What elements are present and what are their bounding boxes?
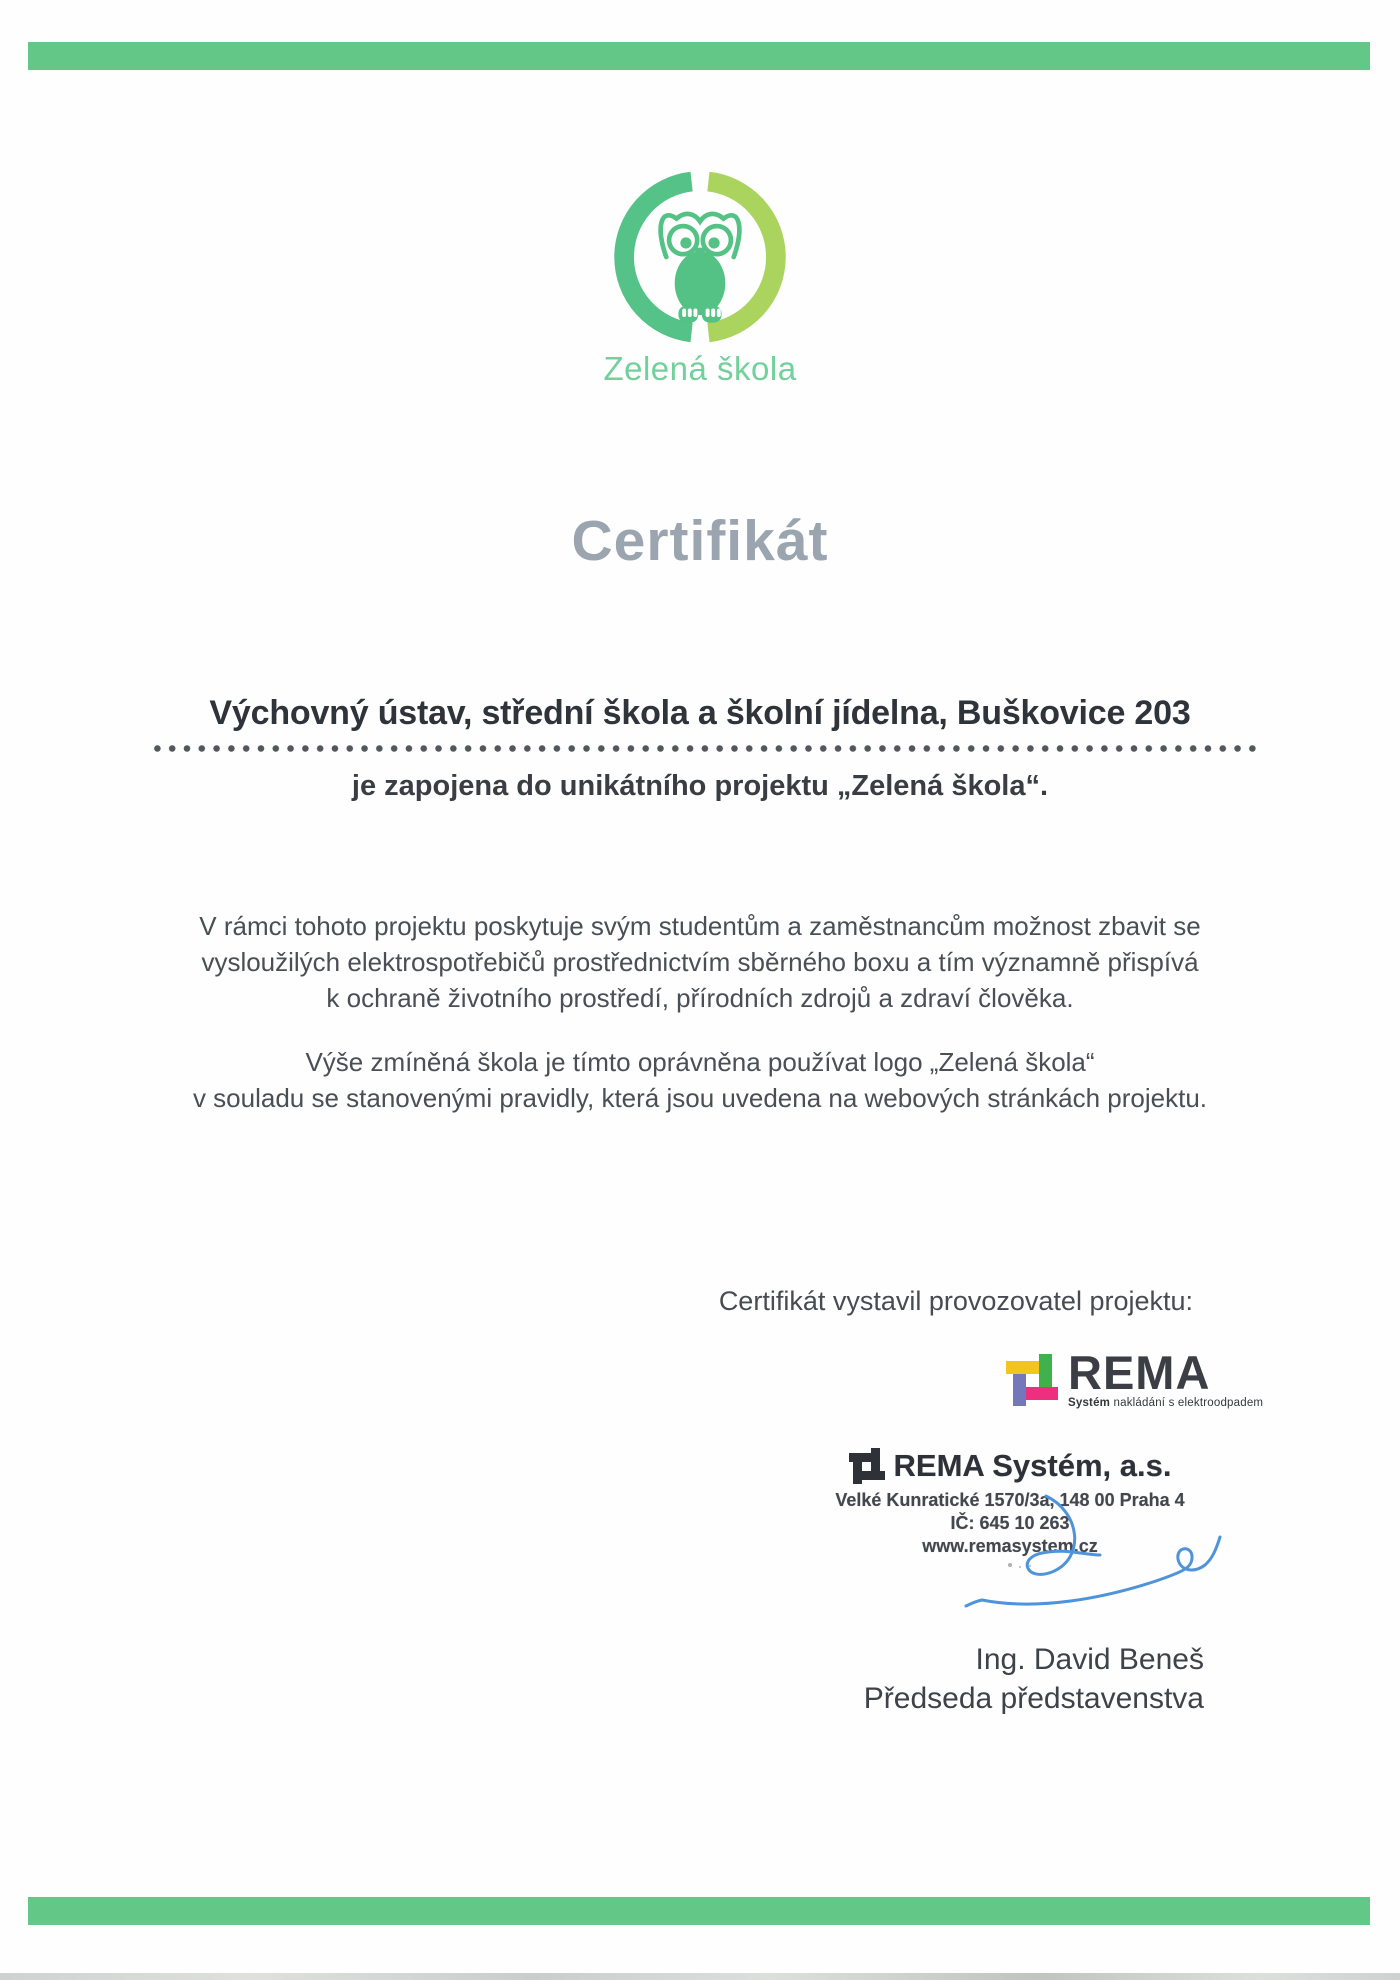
- body-paragraph-1: [0, 908, 1400, 1016]
- scan-edge-artifact: [0, 1973, 1400, 1980]
- stamp-address: Velké Kunratické 1570/3a, 148 00 Praha 4: [835, 1490, 1185, 1510]
- paragraph-line: v souladu se stanovenými pravidly, která jsou uvedena na webových stránkách projektu.: [192, 1083, 1208, 1113]
- paragraph-line: Výše zmíněná škola je tímto oprávněna používat logo „Zelená škola“: [305, 1047, 1095, 1077]
- top-accent-bar: [28, 42, 1370, 70]
- issuer-label: Certifikát vystavil provozovatel projektu:: [718, 1286, 1193, 1316]
- rema-tagline-rest: nakládání s elektroodpadem: [1110, 1397, 1264, 1409]
- bottom-accent-bar: [28, 1897, 1370, 1925]
- signer-name: Ing. David Beneš: [975, 1643, 1204, 1676]
- signature-block: [864, 1640, 1204, 1718]
- paragraph-line: vysloužilých elektrospotřebičů prostřednictvím sběrného boxu a tím významně přispívá: [201, 947, 1199, 977]
- paragraph-line: k ochraně životního prostředí, přírodních zdrojů a zdraví člověka.: [326, 983, 1074, 1013]
- rema-pinwheel-icon: [1006, 1354, 1058, 1406]
- certificate-title: Certifikát: [571, 509, 829, 573]
- stamp-company-id: IČ: 645 10 263: [950, 1513, 1070, 1533]
- zelena-skola-logo: [0, 168, 1400, 351]
- school-name: Výchovný ústav, střední škola a školní jídelna, Buškovice 203: [209, 694, 1191, 732]
- owl-icon: [611, 168, 789, 346]
- certificate-subtitle: je zapojena do unikátního projektu „Zelená škola“.: [351, 770, 1049, 802]
- rema-wordmark-block: [1068, 1346, 1264, 1409]
- paragraph-line: V rámci tohoto projektu poskytuje svým studentům a zaměstnancům možnost zbavit se: [199, 911, 1201, 941]
- dotted-underline: [150, 744, 1262, 753]
- stamp-company-name: REMA Systém, a.s.: [893, 1448, 1172, 1483]
- stamp-website: www.remasystem.cz: [922, 1536, 1098, 1556]
- stamp-pinwheel-icon: [849, 1448, 885, 1484]
- rema-tagline: [1068, 1397, 1263, 1409]
- handwritten-signature: [946, 1484, 1236, 1624]
- rema-logo: [1006, 1346, 1264, 1409]
- signer-title: Předseda představenstva: [863, 1682, 1204, 1715]
- body-paragraph-2: [0, 1044, 1400, 1116]
- stamp-company-row: [800, 1448, 1220, 1484]
- rema-wordmark: REMA: [1068, 1346, 1211, 1399]
- brand-name: Zelená škola: [603, 350, 797, 387]
- rema-tagline-bold: Systém: [1068, 1397, 1111, 1409]
